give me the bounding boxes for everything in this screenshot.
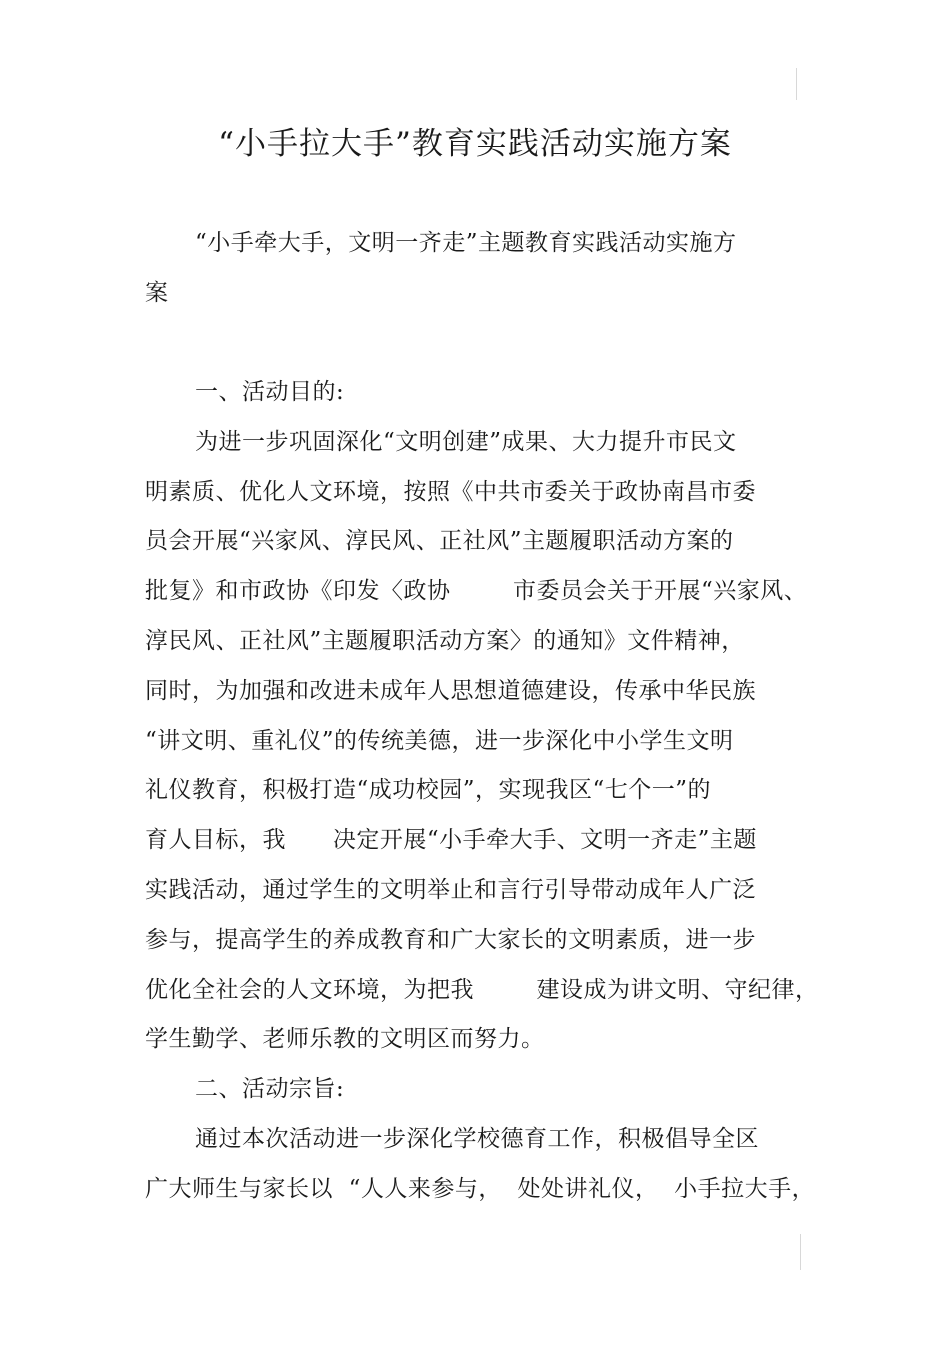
section1-line: 为进一步巩固深化“文明创建”成果、大力提升市民文 (195, 429, 737, 455)
section1-line: “讲文明、重礼仪”的传统美德，进一步深化中小学生文明 (145, 728, 734, 754)
section1-line: 淳民风、正社风”主题履职活动方案〉的通知》文件精神， (145, 628, 745, 654)
section1-line: 实践活动，通过学生的文明举止和言行引导带动成年人广泛 (145, 877, 756, 903)
subtitle-line-1: “小手牵大手，文明一齐走”主题教育实践活动实施方 (195, 230, 737, 256)
section1-line: 员会开展“兴家风、淳民风、正社风”主题履职活动方案的 (145, 528, 734, 554)
section1-line: 同时，为加强和改进未成年人思想道德建设，传承中华民族 (145, 678, 756, 704)
section2-line: 通过本次活动进一步深化学校德育工作，积极倡导全区 (195, 1126, 759, 1152)
section2-heading: 二、活动宗旨: (195, 1076, 345, 1102)
section1-line: 明素质、优化人文环境，按照《中共市委关于政协南昌市委 (145, 479, 756, 505)
section1-line: 批复》和市政协《印发〈政协 市委员会关于开展“兴家风、 (145, 578, 808, 604)
section1-heading: 一、活动目的: (195, 379, 345, 405)
top-right-edge-mark (796, 68, 797, 100)
section1-line: 优化全社会的人文环境，为把我 建设成为讲文明、守纪律， (145, 977, 819, 1003)
section1-line: 育人目标，我 决定开展“小手牵大手、文明一齐走”主题 (145, 827, 757, 853)
section1-line: 礼仪教育，积极打造“成功校园”，实现我区“七个一”的 (145, 777, 712, 803)
section1-line: 参与，提高学生的养成教育和广大家长的文明素质，进一步 (145, 927, 756, 953)
bottom-right-edge-mark (800, 1234, 801, 1270)
document-title: “小手拉大手”教育实践活动实施方案 (218, 126, 732, 162)
section2-line: 广大师生与家长以 “人人来参与， 处处讲礼仪， 小手拉大手， (145, 1176, 816, 1202)
subtitle-line-2: 案 (145, 280, 169, 306)
section1-line: 学生勤学、老师乐教的文明区而努力。 (145, 1026, 545, 1052)
